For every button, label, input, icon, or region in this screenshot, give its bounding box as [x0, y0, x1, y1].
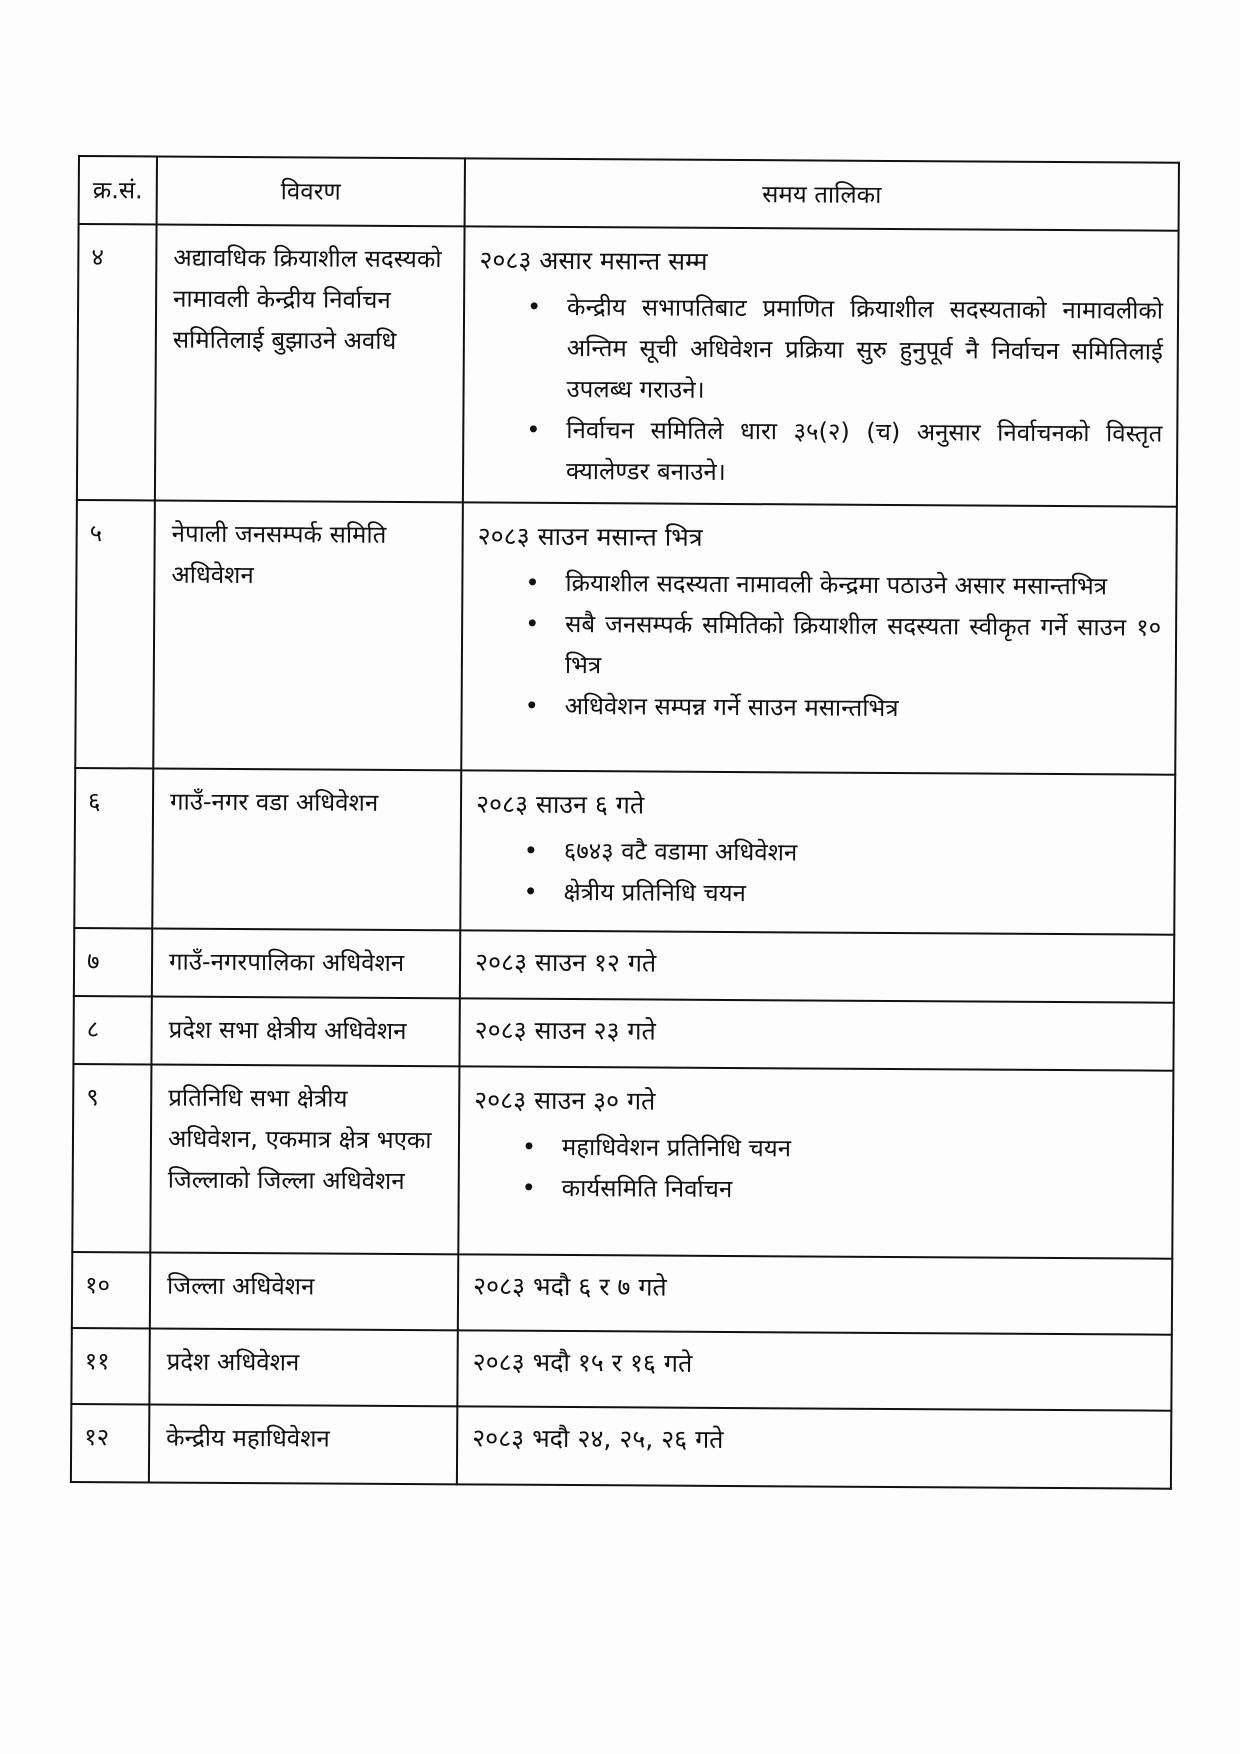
note-text: सबै जनसम्पर्क समितिको क्रियाशील सदस्यता स्वीकृत गर्ने साउन १० भित्र — [564, 609, 1162, 680]
description-cell: गाउँ-नगरपालिका अधिवेशन — [152, 928, 460, 998]
serial-number-cell: १२ — [71, 1404, 149, 1482]
schedule-date: २०८३ साउन २३ गते — [474, 1015, 656, 1046]
serial-number-cell: ८ — [73, 996, 151, 1064]
schedule-date: २०८३ भदौ २४, २५, २६ गते — [472, 1423, 724, 1454]
description-cell: प्रदेश सभा क्षेत्रीय अधिवेशन — [151, 996, 459, 1066]
serial-number-cell: ५ — [75, 500, 155, 768]
schedule-cell — [463, 226, 1179, 506]
description-cell: नेपाली जनसम्पर्क समिति अधिवेशन — [153, 500, 463, 770]
serial-number-cell: ११ — [71, 1328, 149, 1404]
serial-number-cell: ९ — [72, 1064, 151, 1252]
schedule-cell — [457, 1406, 1171, 1488]
note-text: ६७४३ वटै वडामा अधिवेशन — [563, 836, 798, 867]
note-text: केन्द्रीय सभापतिबाट प्रमाणित क्रियाशील सदस्यताको नामावलीको अन्तिम सूची अधिवेशन प्रक्रिया सुरु हुनुपूर्व नै निर्वाचन समितिलाई उपलब्ध गराउने। — [566, 292, 1164, 404]
header-serial-number: क्र.सं. — [79, 156, 157, 224]
bullet-icon: • — [525, 568, 540, 597]
schedule-cell — [458, 1066, 1173, 1258]
serial-number-cell: १० — [72, 1252, 150, 1328]
schedule-date: २०८३ साउन ३० गते — [474, 1085, 656, 1116]
table-row — [75, 500, 1177, 775]
table-row — [72, 1252, 1172, 1335]
table-header-row — [79, 156, 1179, 231]
header-schedule: समय तालिका — [465, 158, 1179, 230]
list-item — [525, 563, 1161, 608]
list-item — [521, 1168, 1158, 1213]
list-item — [523, 831, 1160, 876]
description-cell: प्रदेश अधिवेशन — [149, 1328, 457, 1406]
list-item — [521, 1127, 1158, 1172]
bullet-icon: • — [525, 609, 540, 638]
schedule-date: २०८३ साउन ६ गते — [475, 789, 645, 820]
list-item — [526, 410, 1163, 496]
bullet-icon: • — [521, 1173, 536, 1202]
table-row — [72, 1064, 1173, 1259]
schedule-notes — [474, 1126, 1158, 1212]
schedule-date: २०८३ साउन १२ गते — [474, 947, 657, 978]
bullet-icon: • — [524, 691, 539, 720]
schedule-notes — [475, 830, 1159, 916]
schedule-date: २०८३ भदौ १५ र १६ गते — [472, 1347, 693, 1378]
table-row — [71, 1328, 1171, 1411]
description-cell: प्रतिनिधि सभा क्षेत्रीय अधिवेशन, एकमात्र क्षेत्र भएका जिल्लाको जिल्ला अधिवेशन — [150, 1064, 459, 1254]
header-description: विवरण — [157, 156, 465, 226]
table-row — [77, 224, 1179, 507]
note-text: कार्यसमिति निर्वाचन — [561, 1173, 733, 1204]
description-cell: जिल्ला अधिवेशन — [150, 1252, 458, 1330]
bullet-icon: • — [523, 836, 538, 865]
list-item — [526, 287, 1164, 414]
serial-number-cell: ७ — [74, 928, 152, 996]
schedule-notes — [477, 562, 1162, 730]
schedule-cell — [460, 770, 1175, 934]
description-cell: अद्यावधिक क्रियाशील सदस्यको नामावली केन्द्रीय निर्वाचन समितिलाई बुझाउने अवधि — [155, 224, 465, 502]
schedule-date: २०८३ साउन मसान्त भित्र — [477, 521, 703, 552]
serial-number-cell: ४ — [77, 224, 157, 500]
description-cell: केन्द्रीय महाधिवेशन — [149, 1404, 457, 1484]
note-text: क्रियाशील सदस्यता नामावली केन्द्रमा पठाउने असार मसान्तभित्र — [565, 568, 1108, 601]
note-text: निर्वाचन समितिले धारा ३५(२) (च) अनुसार निर्वाचनको विस्तृत क्यालेण्डर बनाउने। — [565, 415, 1163, 486]
table-row — [71, 1404, 1171, 1489]
bullet-icon: • — [523, 877, 538, 906]
note-text: अधिवेशन सम्पन्न गर्ने साउन मसान्तभित्र — [564, 691, 899, 723]
bullet-icon: • — [521, 1132, 537, 1161]
schedule-cell — [459, 998, 1173, 1070]
schedule-date: २०८३ असार मसान्त सम्म — [479, 245, 708, 276]
schedule-cell — [458, 1254, 1172, 1334]
description-cell: गाउँ-नगर वडा अधिवेशन — [152, 768, 461, 930]
table-row — [73, 996, 1173, 1071]
schedule-cell — [460, 930, 1174, 1002]
note-text: क्षेत्रीय प्रतिनिधि चयन — [563, 877, 746, 908]
bullet-icon: • — [526, 292, 542, 321]
schedule-cell — [461, 502, 1177, 774]
schedule-cell — [457, 1330, 1171, 1410]
table-row — [74, 928, 1174, 1003]
note-text: महाधिवेशन प्रतिनिधि चयन — [561, 1132, 792, 1163]
bullet-icon: • — [526, 415, 541, 444]
list-item — [523, 872, 1159, 917]
list-item — [525, 604, 1162, 690]
schedule-notes — [478, 286, 1163, 495]
schedule-date: २०८३ भदौ ६ र ७ गते — [473, 1271, 667, 1302]
serial-number-cell: ६ — [74, 768, 153, 928]
list-item — [524, 686, 1161, 731]
table-row — [74, 768, 1175, 935]
schedule-table — [70, 155, 1180, 1490]
